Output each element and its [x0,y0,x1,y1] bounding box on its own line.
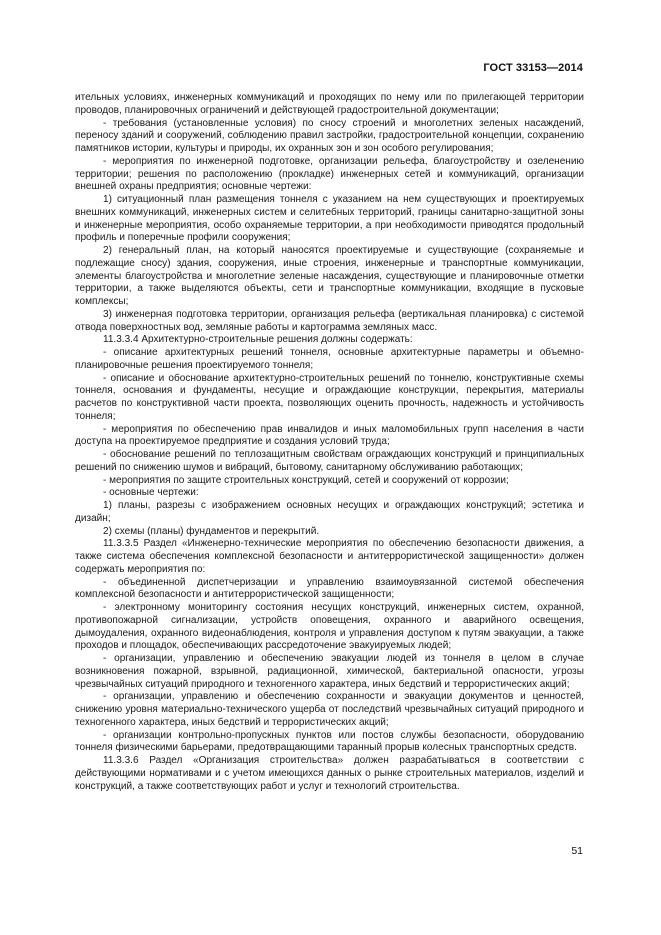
body-paragraph: - мероприятия по инженерной подготовке, организации рельефа, благоустройству и озеленению территории; решения по расположению (прокладке) инженерных сетей и коммуникаций, организации внешней охраны предприятия; основные чертежи: [75,155,584,193]
body-paragraph: - мероприятия по защите строительных конструкций, сетей и сооружений от коррозии; [103,474,509,486]
body-paragraph: 2) генеральный план, на который наносятся проектируемые и существующие (сохраняемые и подлежащие сносу) здания, сооружения, иные строения, инженерные и транспортные коммуникации, элементы благоустройства и многолетние зеленые насаждения, существующие и планировочные отметки территории, а также выделяются объекты, сети и транспортные коммуникации, входящие в пусковые комплексы; [75,245,584,307]
body-paragraph: 11.3.3.4 Архитектурно-строительные решения должны содержать: [103,334,413,346]
document-code-header: ГОСТ 33153—2014 [483,62,583,74]
body-paragraph: - описание и обоснование архитектурно-строительных решений по тоннелю, конструктивные схемы тоннеля, основания и фундаменты, несущие и ограждающие конструкции, перекрытия, материалы расчетов по конструктивной части проекта, позволяющих оценить прочность, надежность и устойчивость тоннеля; [75,372,584,422]
body-paragraph: - организации, управлению и обеспечению сохранности и эвакуации документов и ценностей, снижению уровня материально-технического ущерба от последствий чрезвычайных ситуаций природного и техногенного характера, иных бедствий и террористических акций; [75,691,584,728]
body-paragraph: - обоснование решений по теплозащитным свойствам ограждающих конструкций и принципиальных решений по снижению шумов и вибраций, бытовому, санитарному обслуживанию работающих; [75,449,584,473]
body-paragraph: ительных условиях, инженерных коммуникаций и проходящих по нему или по прилегающей территории проводов, планировочных ограничений и действующей градостроительной документации; [75,92,584,116]
body-paragraph: - организации контрольно-пропускных пунктов или постов службы безопасности, оборудованию тоннеля физическими барьерами, предотвращающими таранный прорыв колесных транспортных средств. [75,729,584,754]
body-paragraph: 3) инженерная подготовка территории, организация рельефа (вертикальная планировка) с системой отвода поверхностных вод, земляные работы и картограмма земляных масс. [75,308,584,333]
body-paragraph: - электронному мониторингу состояния несущих конструкций, инженерных систем, охранной, противопожарной сигнализации, устройств оповещения, охранного и аварийного освещения, дымоудаления, охранного видеонаблюдения, контроля и управления доступом к путям эвакуации, а также проходов и площадок, обеспечивающих рассредоточение эвакуируемых людей; [75,602,584,652]
page-number: 51 [571,845,583,857]
body-paragraph: 2) схемы (планы) фундаментов и перекрытий. [103,525,320,537]
body-paragraph: 11.3.3.6 Раздел «Организация строительства» должен разрабатываться в соответствии с действующими нормативами и с учетом имеющихся данных о рынке строительных материалов, изделий и конструкций, а также соответствующих работ и услуг и технологий строительства. [75,755,584,792]
body-paragraph: - мероприятия по обеспечению прав инвалидов и иных маломобильных групп населения в части доступа на проектируемое предприятие и создания условий труда; [75,423,584,448]
body-paragraph: 11.3.3.5 Раздел «Инженерно-технические мероприятия по обеспечению безопасности движения, а также система обеспечения комплексной безопасности и антитеррористической защищенности» должен содержать мероприятия по: [75,538,584,575]
body-paragraph: - объединенной диспетчеризации и управлению взаимоувязанной системой обеспечения комплексной безопасности и антитеррористической защищенности; [75,576,584,601]
body-paragraph: - основные чертежи: [103,487,199,499]
body-paragraph: - требования (установленные условия) по сносу строений и многолетних зеленых насаждений, переносу зданий и сооружений, соблюдению правил застройки, градостроительной концепции, сохранению памятников истории, культуры и природы, их охранных зон и зон особого регулирования; [75,117,584,154]
document-body [75,92,584,793]
body-paragraph: 1) ситуационный план размещения тоннеля с указанием на нем существующих и проектируемых внешних коммуникаций, инженерных систем и селитебных территорий, границы санитарно-защитной зоны и инженерные мероприятия, особо охраняемые территории, а при необходимости приводятся продольный профиль и поперечные профили сооружения; [75,194,584,244]
body-paragraph: - организации, управлению и обеспечению эвакуации людей из тоннеля в целом в случае возникновения пожарной, взрывной, радиационной, химической, бактериальной опасности, угрозы чрезвычайных ситуаций природного и техногенного характера, иных бедствий и террористических акций; [75,653,584,690]
body-paragraph: 1) планы, разрезы с изображением основных несущих и ограждающих конструкций; эстетика и дизайн; [75,500,584,524]
body-paragraph: - описание архитектурных решений тоннеля, основные архитектурные параметры и объемно-планировочные решения проектируемого тоннеля; [75,347,584,371]
